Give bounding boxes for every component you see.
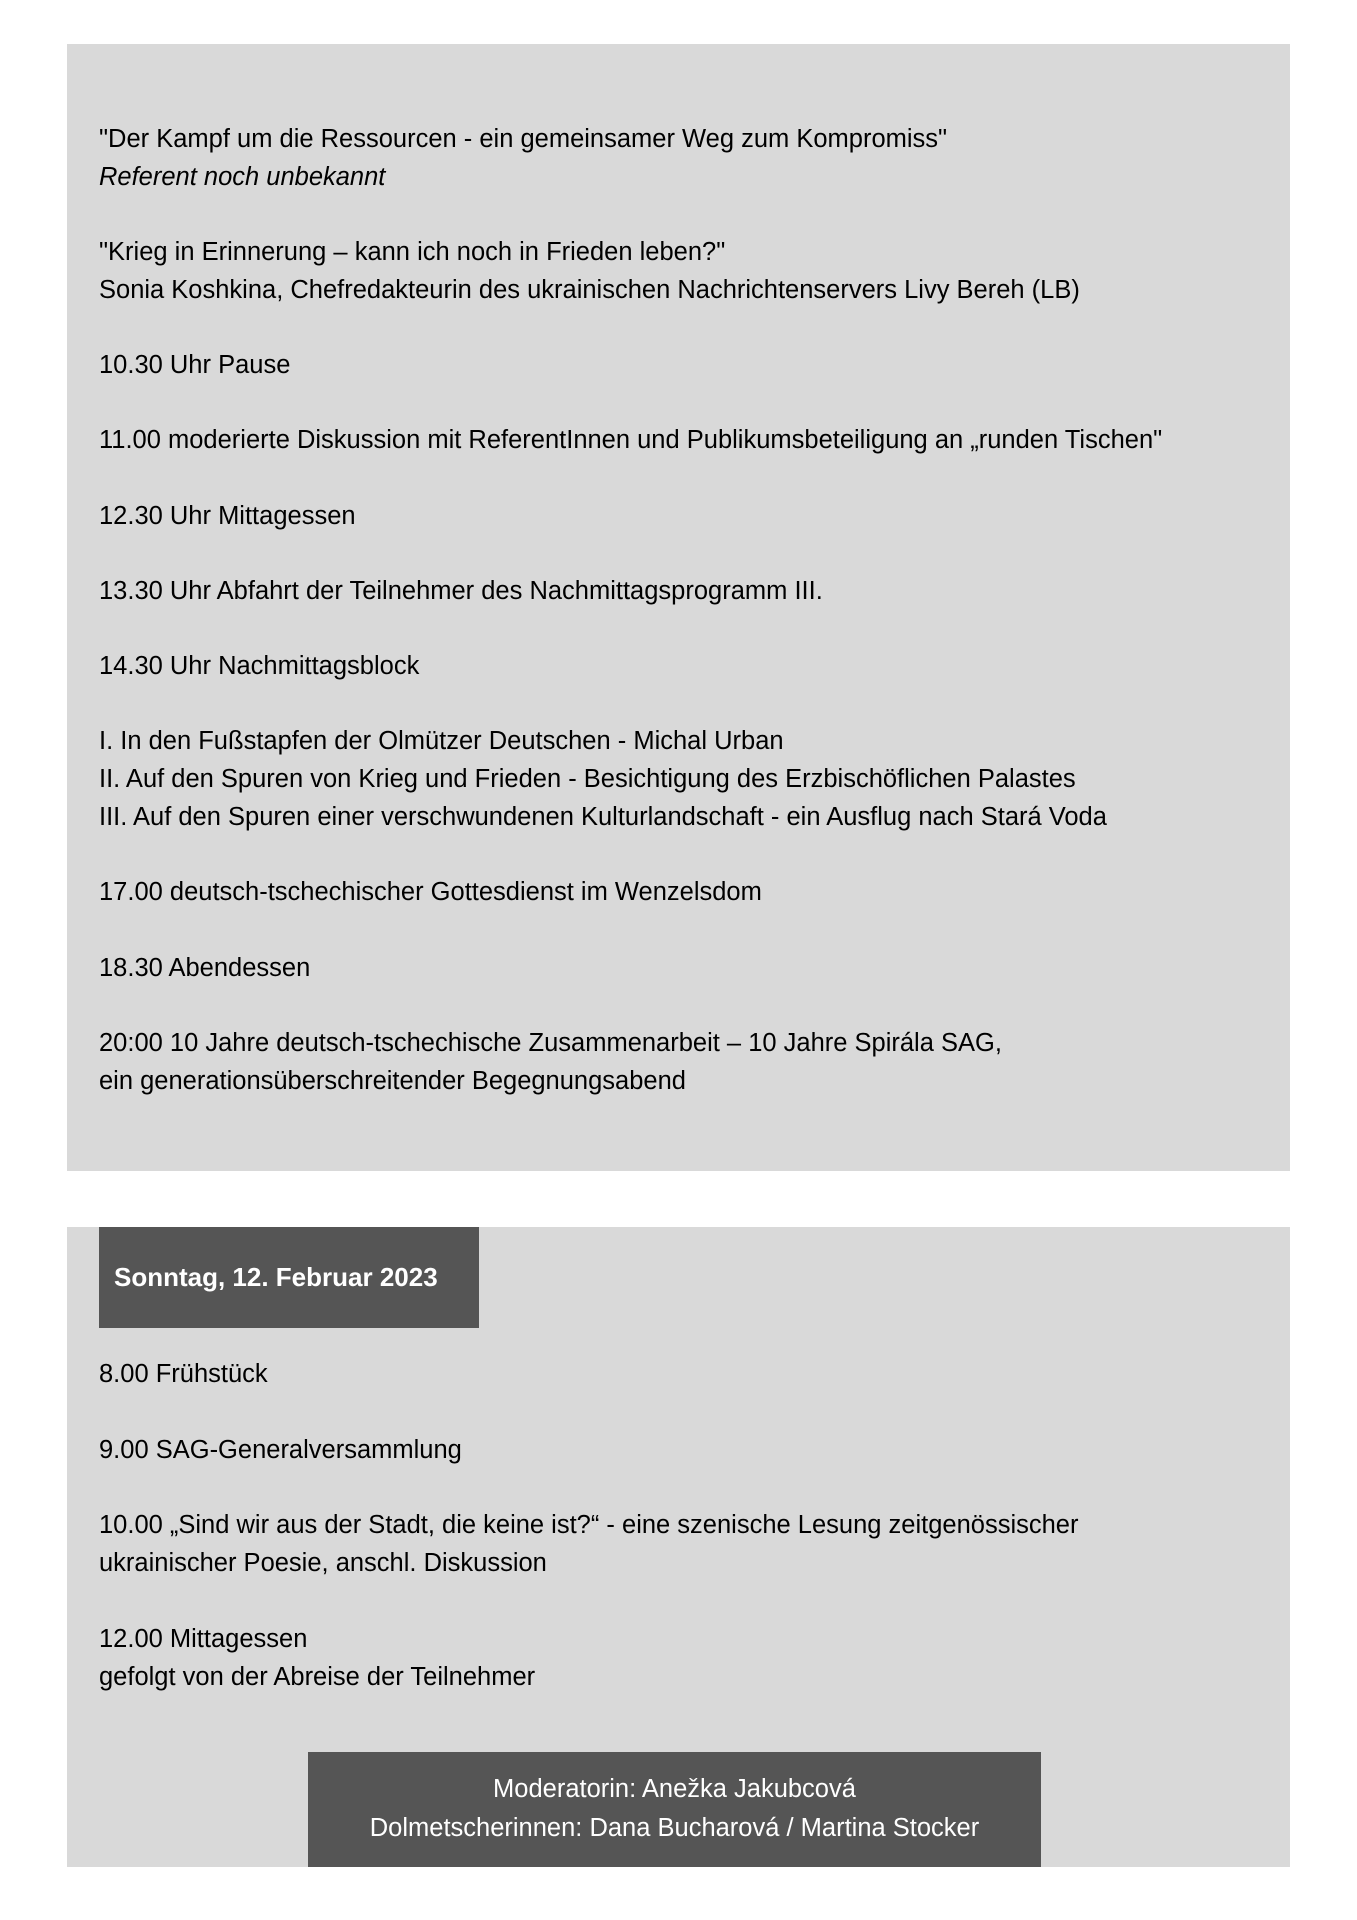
- program-item: 10.00 „Sind wir aus der Stadt, die keine ist?“ - eine szenische Lesung zeitgenössischer: [99, 1511, 1079, 1539]
- program-item: 9.00 SAG-Generalversammlung: [99, 1436, 462, 1464]
- program-item: 12.00 Mittagessen: [99, 1625, 308, 1653]
- program-item: 14.30 Uhr Nachmittagsblock: [99, 652, 420, 680]
- program-item: ukrainischer Poesie, anschl. Diskussion: [99, 1549, 547, 1577]
- program-item-speaker: Sonia Koshkina, Chefredakteurin des ukrainischen Nachrichtenservers Livy Bereh (LB): [99, 276, 1080, 304]
- program-subitem: II. Auf den Spuren von Krieg und Frieden - Besichtigung des Erzbischöflichen Palastes: [99, 765, 1076, 793]
- program-subitem: III. Auf den Spuren einer verschwundenen Kulturlandschaft - ein Ausflug nach Stará Voda: [99, 803, 1107, 831]
- program-item: 13.30 Uhr Abfahrt der Teilnehmer des Nachmittagsprogramm III.: [99, 577, 823, 605]
- program-item: ein generationsüberschreitender Begegnungsabend: [99, 1067, 686, 1095]
- program-item: 20:00 10 Jahre deutsch-tschechische Zusammenarbeit – 10 Jahre Spirála SAG,: [99, 1029, 1002, 1057]
- program-item-talk-title: "Der Kampf um die Ressourcen - ein gemeinsamer Weg zum Kompromiss": [99, 125, 948, 153]
- program-item-talk-title: "Krieg in Erinnerung – kann ich noch in Frieden leben?": [99, 238, 726, 266]
- program-item: 8.00 Frühstück: [99, 1360, 268, 1388]
- moderator-credit: Moderatorin: Anežka Jakubcová: [493, 1775, 856, 1803]
- program-item-speaker: Referent noch unbekannt: [99, 163, 386, 191]
- program-item: gefolgt von der Abreise der Teilnehmer: [99, 1663, 536, 1691]
- day-header: Sonntag, 12. Februar 2023: [99, 1227, 479, 1328]
- sunday-program-panel: [67, 1227, 1290, 1867]
- program-item: 18.30 Abendessen: [99, 954, 311, 982]
- credits-box: [308, 1752, 1041, 1867]
- program-subitem: I. In den Fußstapfen der Olmützer Deutschen - Michal Urban: [99, 727, 784, 755]
- interpreters-credit: Dolmetscherinnen: Dana Bucharová / Martina Stocker: [369, 1814, 980, 1842]
- program-item: 10.30 Uhr Pause: [99, 351, 291, 379]
- program-item: 11.00 moderierte Diskussion mit ReferentInnen und Publikumsbeteiligung an „runden Tischen": [99, 426, 1163, 454]
- saturday-program-panel: [67, 44, 1290, 1171]
- program-item: 17.00 deutsch-tschechischer Gottesdienst im Wenzelsdom: [99, 878, 762, 906]
- program-item: 12.30 Uhr Mittagessen: [99, 502, 356, 530]
